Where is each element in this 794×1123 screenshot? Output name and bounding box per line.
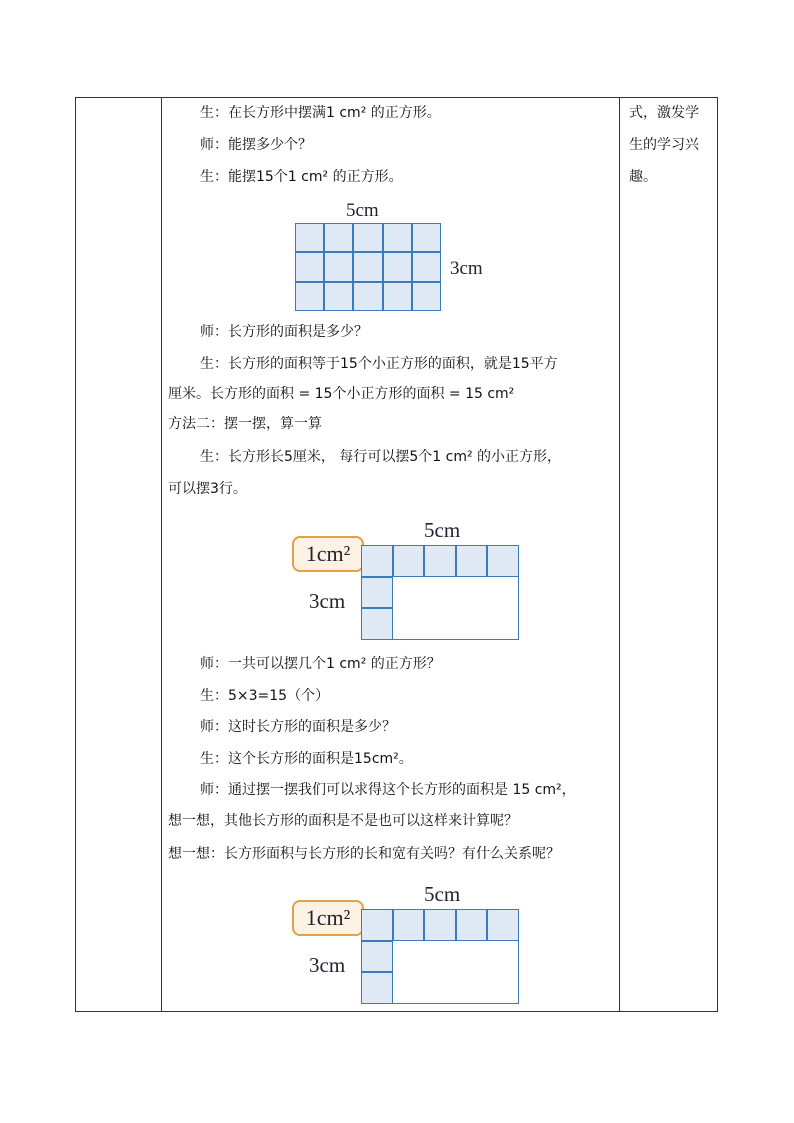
unit-square bbox=[353, 252, 382, 281]
side-note-line: 生的学习兴 bbox=[629, 137, 699, 153]
unit-square bbox=[412, 223, 441, 252]
unit-square bbox=[361, 577, 393, 609]
dialogue-line: 师：能摆多少个？ bbox=[200, 137, 312, 153]
unit-square bbox=[361, 608, 393, 640]
unit-square-tag: 1cm² bbox=[292, 900, 364, 936]
unit-square-tag: 1cm² bbox=[292, 536, 364, 572]
unit-square bbox=[295, 282, 324, 311]
unit-square bbox=[361, 545, 393, 577]
dialogue-line: 生：这个长方形的面积是15cm²。 bbox=[200, 751, 413, 767]
unit-square bbox=[353, 282, 382, 311]
dialogue-line: 师：一共可以摆几个1 cm² 的正方形？ bbox=[200, 656, 441, 672]
unit-square bbox=[424, 909, 456, 941]
unit-square bbox=[324, 252, 353, 281]
unit-square bbox=[353, 223, 382, 252]
unit-square bbox=[295, 252, 324, 281]
side-note-line: 趣。 bbox=[629, 169, 657, 185]
unit-square bbox=[295, 223, 324, 252]
unit-square bbox=[324, 282, 353, 311]
unit-square bbox=[393, 545, 425, 577]
dialogue-line: 生：在长方形中摆满1 cm² 的正方形。 bbox=[200, 105, 441, 121]
unit-square bbox=[383, 223, 412, 252]
unit-square bbox=[383, 282, 412, 311]
dialogue-line: 师：长方形的面积是多少？ bbox=[200, 324, 368, 340]
length-label: 5cm bbox=[346, 200, 379, 221]
unit-square bbox=[393, 909, 425, 941]
dialogue-line: 生：5×3=15（个） bbox=[200, 688, 330, 704]
column-divider-2 bbox=[619, 98, 620, 1011]
section-heading: 方法二：摆一摆，算一算 bbox=[168, 416, 322, 432]
unit-square bbox=[361, 941, 393, 973]
unit-square bbox=[456, 909, 488, 941]
unit-square bbox=[361, 909, 393, 941]
dialogue-line: 可以摆3行。 bbox=[168, 481, 247, 497]
dialogue-line: 想一想：长方形面积与长方形的长和宽有关吗？有什么关系呢？ bbox=[168, 846, 560, 862]
unit-square bbox=[412, 282, 441, 311]
length-label: 5cm bbox=[424, 518, 461, 542]
width-label: 3cm bbox=[450, 258, 483, 279]
dialogue-line: 师：通过摆一摆我们可以求得这个长方形的面积是 15 cm²， bbox=[200, 782, 576, 798]
dialogue-line: 师：这时长方形的面积是多少？ bbox=[200, 719, 396, 735]
unit-square bbox=[324, 223, 353, 252]
dialogue-line: 生：长方形的面积等于15个小正方形的面积，就是15平方 bbox=[200, 356, 558, 372]
column-divider-1 bbox=[161, 98, 162, 1011]
width-label: 3cm bbox=[309, 589, 346, 613]
side-note-line: 式，激发学 bbox=[629, 105, 699, 121]
unit-square bbox=[383, 252, 412, 281]
unit-square bbox=[487, 545, 519, 577]
unit-square bbox=[424, 545, 456, 577]
length-label: 5cm bbox=[424, 882, 461, 906]
dialogue-line: 厘米。长方形的面积 = 15个小正方形的面积 = 15 cm² bbox=[168, 386, 515, 402]
dialogue-line: 想一想，其他长方形的面积是不是也可以这样来计算呢？ bbox=[168, 813, 518, 829]
dialogue-line: 生：能摆15个1 cm² 的正方形。 bbox=[200, 169, 403, 185]
unit-square bbox=[487, 909, 519, 941]
dialogue-line: 生：长方形长5厘米， 每行可以摆5个1 cm² 的小正方形， bbox=[200, 449, 562, 465]
unit-square bbox=[456, 545, 488, 577]
width-label: 3cm bbox=[309, 953, 346, 977]
unit-square bbox=[361, 972, 393, 1004]
unit-square bbox=[412, 252, 441, 281]
